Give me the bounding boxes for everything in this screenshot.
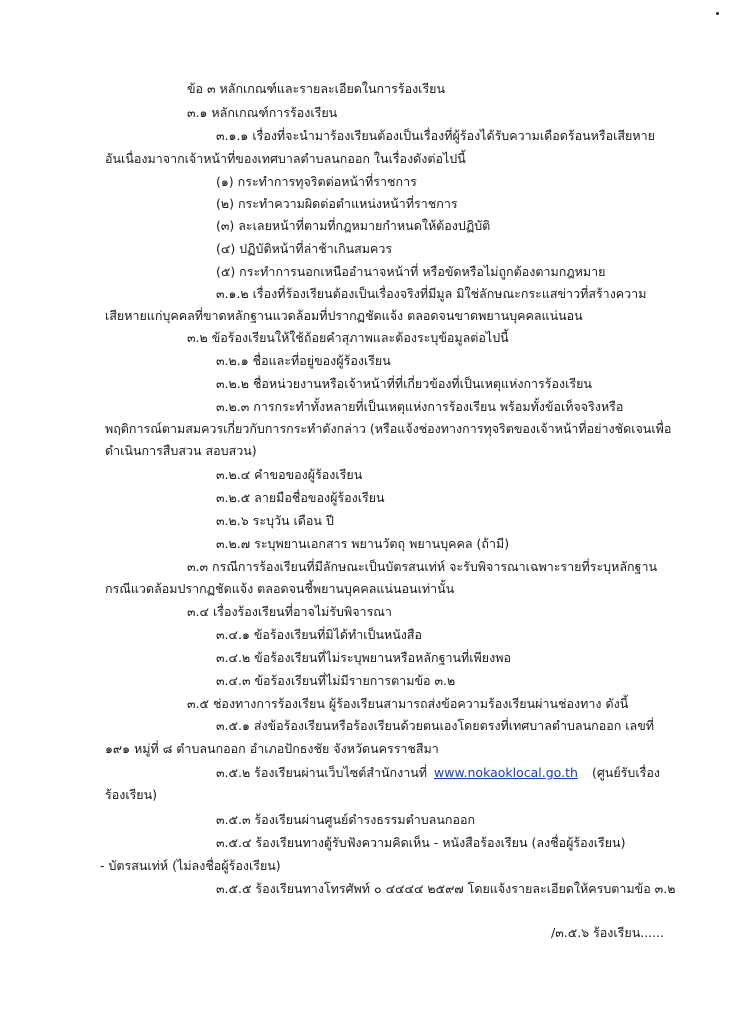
- subitem-2: (๒) กระทำความผิดต่อตำแหน่งหน้าที่ราชการ: [216, 196, 458, 211]
- section-3-4-heading: ๓.๔ เรื่องร้องเรียนที่อาจไม่รับพิจารณา: [187, 604, 392, 619]
- item-3-2-7: ๓.๒.๗ ระบุพยานเอกสาร พยานวัตถุ พยานบุคคล (ถ้ามี): [216, 536, 510, 551]
- subitem-4: (๔) ปฏิบัติหน้าที่ล่าช้าเกินสมควร: [216, 241, 393, 256]
- continuation-marker: /๓.๕.๖ ร้องเรียน......: [551, 925, 665, 940]
- item-3-1-1: ๓.๑.๑ เรื่องที่จะนำมาร้องเรียนต้องเป็นเรื่องที่ผู้ร้องได้รับความเดือดร้อนหรือเสียหาย: [216, 128, 655, 143]
- item-3-5-5: ๓.๕.๕ ร้องเรียนทางโทรศัพท์ ๐ ๔๔๔๔ ๒๕๙๗ โดยแจ้งรายละเอียดให้ครบตามข้อ ๓.๒: [216, 881, 676, 896]
- item-3-5-1-cont: ๑๙๑ หมู่ที่ ๘ ตำบลนกออก อำเภอปักธงชัย จังหวัดนครราชสีมา: [105, 741, 439, 756]
- item-3-2-4: ๓.๒.๔ คำขอของผู้ร้องเรียน: [216, 467, 363, 482]
- section-3-heading: ข้อ ๓ หลักเกณฑ์และรายละเอียดในการร้องเรียน: [187, 81, 446, 96]
- item-3-5-2: ๓.๕.๒ ร้องเรียนผ่านเว็บไซต์สำนักงานที่: [216, 765, 428, 780]
- item-3-5-1: ๓.๕.๑ ส่งข้อร้องเรียนหรือร้องเรียนด้วยตนเองโดยตรงที่เทศบาลตำบลนกออก เลขที่: [216, 718, 654, 733]
- item-3-2-3-cont2: ดำเนินการสืบสวน สอบสวน): [105, 443, 257, 458]
- item-3-4-3: ๓.๔.๓ ข้อร้องเรียนที่ไม่มีรายการตามข้อ ๓.๒: [216, 673, 456, 688]
- item-3-2-2: ๓.๒.๒ ชื่อหน่วยงานหรือเจ้าหน้าที่ที่เกี่ยวข้องที่เป็นเหตุแห่งการร้องเรียน: [216, 376, 592, 391]
- subitem-1: (๑) กระทำการทุจริตต่อหน้าที่ราชการ: [216, 174, 417, 189]
- subitem-3: (๓) ละเลยหน้าที่ตามที่กฎหมายกำหนดให้ต้องปฏิบัติ: [216, 218, 491, 233]
- item-3-5-4: ๓.๕.๔ ร้องเรียนทางตู้รับฟังความคิดเห็น - หนังสือร้องเรียน (ลงชื่อผู้ร้องเรียน): [216, 835, 626, 850]
- section-3-3: ๓.๓ กรณีการร้องเรียนที่มีลักษณะเป็นบัตรสนเท่ห์ จะรับพิจารณาเฉพาะรายที่ระบุหลักฐาน: [187, 559, 658, 574]
- item-3-2-5: ๓.๒.๕ ลายมือชื่อของผู้ร้องเรียน: [216, 490, 385, 505]
- item-3-1-2: ๓.๑.๒ เรื่องที่ร้องเรียนต้องเป็นเรื่องจริงที่มีมูล มิใช่ลักษณะกระแสข่าวที่สร้างความ: [216, 286, 647, 301]
- subitem-5: (๕) กระทำการนอกเหนืออำนาจหน้าที่ หรือขัดหรือไม่ถูกต้องตามกฎหมาย: [216, 264, 606, 279]
- section-3-5-heading: ๓.๕ ช่องทางการร้องเรียน ผู้ร้องเรียนสามารถส่งข้อความร้องเรียนผ่านช่องทาง ดังนี้: [187, 696, 629, 711]
- item-3-1-1-cont: อันเนื่องมาจากเจ้าหน้าที่ของเทศบาลตำบลนกออก ในเรื่องดังต่อไปนี้: [105, 151, 466, 166]
- section-3-3-cont: กรณีแวดล้อมปรากฏชัดแจ้ง ตลอดจนชี้พยานบุคคลแน่นอนเท่านั้น: [105, 581, 455, 596]
- item-3-2-6: ๓.๒.๖ ระบุวัน เดือน ปี: [216, 513, 334, 528]
- section-3-1-heading: ๓.๑ หลักเกณฑ์การร้องเรียน: [187, 105, 338, 120]
- item-3-5-2-cont: ร้องเรียน): [105, 787, 158, 802]
- item-3-4-1: ๓.๔.๑ ข้อร้องเรียนที่มิได้ทำเป็นหนังสือ: [216, 627, 423, 642]
- item-3-2-3-cont: พฤติการณ์ตามสมควรเกี่ยวกับการกระทำดังกล่าว (หรือแจ้งช่องทางการทุจริตของเจ้าหน้าที่อย่างชัดเจนเพื่อ: [105, 421, 672, 436]
- item-3-4-2: ๓.๔.๒ ข้อร้องเรียนที่ไม่ระบุพยานหรือหลักฐานที่เพียงพอ: [216, 650, 511, 665]
- item-3-1-2-cont: เสียหายแก่บุคคลที่ขาดหลักฐานแวดล้อมที่ปรากฏชัดแจ้ง ตลอดจนขาดพยานบุคคลแน่นอน: [105, 308, 583, 323]
- item-3-5-4-cont: - บัตรสนเท่ห์ (ไม่ลงชื่อผู้ร้องเรียน): [100, 858, 281, 873]
- scan-speck: [716, 12, 719, 15]
- section-3-2-heading: ๓.๒ ข้อร้องเรียนให้ใช้ถ้อยคำสุภาพและต้องระบุข้อมูลต่อไปนี้: [187, 330, 509, 345]
- website-link[interactable]: www.nokaoklocal.go.th: [434, 765, 578, 780]
- item-3-5-2-tail: (ศูนย์รับเรื่อง: [592, 765, 660, 780]
- item-3-5-3: ๓.๕.๓ ร้องเรียนผ่านศูนย์ดำรงธรรมตำบลนกออก: [216, 812, 476, 827]
- item-3-2-1: ๓.๒.๑ ชื่อและที่อยู่ของผู้ร้องเรียน: [216, 353, 391, 368]
- item-3-2-3: ๓.๒.๓ การกระทำทั้งหลายที่เป็นเหตุแห่งการร้องเรียน พร้อมทั้งข้อเท็จจริงหรือ: [216, 399, 624, 414]
